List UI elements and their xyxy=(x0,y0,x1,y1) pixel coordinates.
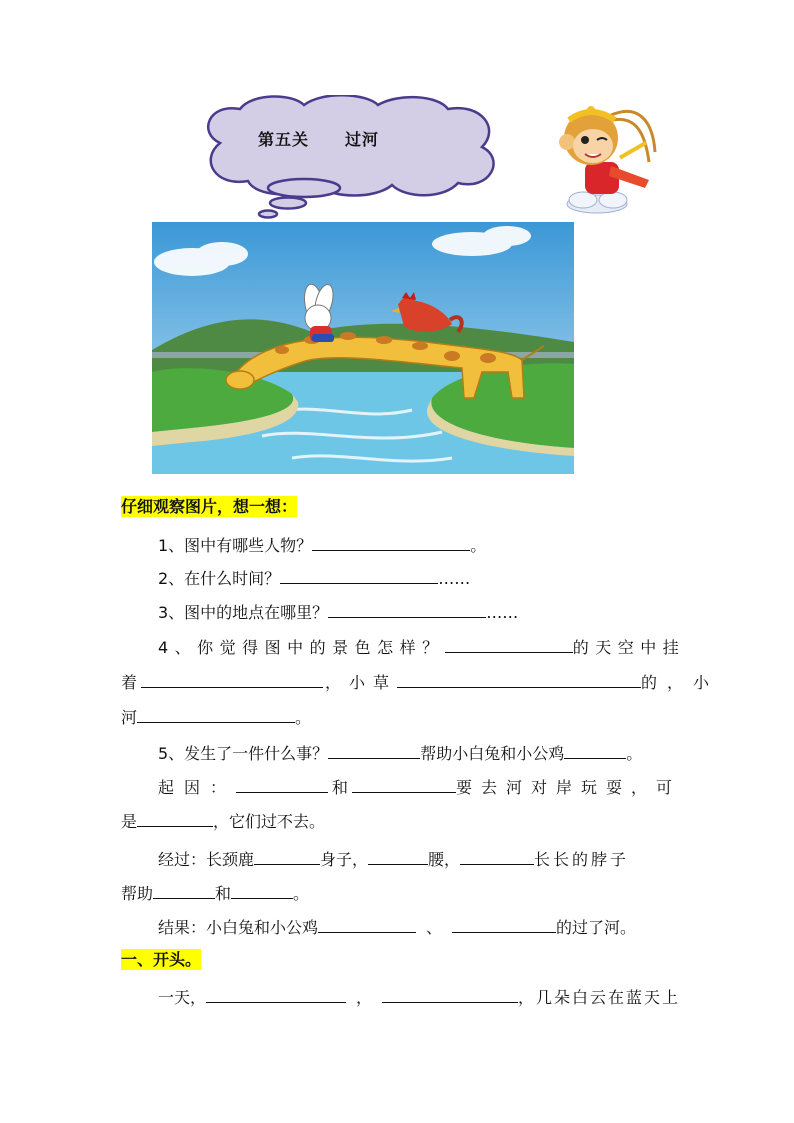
question-4-text: 4、你觉得图中的景色怎样？ xyxy=(158,638,445,657)
answer-blank-process-1[interactable] xyxy=(254,846,320,865)
process-text-g: 。 xyxy=(293,884,310,903)
question-4-text-b: 的天空中挂 xyxy=(572,638,686,657)
cause-label: 起因： xyxy=(158,778,237,797)
answer-blank-result-1[interactable] xyxy=(318,914,416,933)
question-4-line-2 xyxy=(121,669,720,695)
section-1-heading-line xyxy=(121,948,711,972)
answer-blank-q4-grass[interactable] xyxy=(397,669,641,688)
monkey-king-mascot-icon xyxy=(545,92,657,216)
cause-text-b: 是 xyxy=(121,812,138,831)
process-text-d: 长长的脖子 xyxy=(534,850,630,869)
process-label: 经过：长颈鹿 xyxy=(158,850,255,869)
result-text-c: 的过了河。 xyxy=(556,918,637,937)
result-line xyxy=(158,914,748,940)
answer-blank-process-2[interactable] xyxy=(368,846,428,865)
answer-blank-process-5[interactable] xyxy=(231,880,293,899)
question-1 xyxy=(158,532,748,558)
question-4-text-g: 。 xyxy=(295,708,312,727)
river-crossing-illustration xyxy=(152,222,574,474)
answer-blank-q1[interactable] xyxy=(312,532,470,551)
answer-blank-opening-1[interactable] xyxy=(206,984,346,1003)
answer-blank-cause-3[interactable] xyxy=(137,808,213,827)
question-2 xyxy=(158,565,748,591)
answer-blank-cause-2[interactable] xyxy=(352,774,456,793)
answer-blank-process-3[interactable] xyxy=(460,846,534,865)
question-2-text: 2、在什么时间？ xyxy=(158,569,281,588)
question-2-end: …… xyxy=(438,569,471,588)
prompt-heading: 仔细观察图片，想一想： xyxy=(121,497,298,516)
process-text-b: 身子， xyxy=(320,850,369,869)
question-5-text-b: 帮助小白兔和小公鸡 xyxy=(420,744,565,763)
answer-blank-q3[interactable] xyxy=(328,599,486,618)
question-4-line-1 xyxy=(158,634,748,660)
question-4-text-f: 河 xyxy=(121,708,138,727)
question-3 xyxy=(158,599,748,625)
answer-blank-q2[interactable] xyxy=(280,565,438,584)
process-text-f: 和 xyxy=(215,884,232,903)
answer-blank-opening-2[interactable] xyxy=(382,984,518,1003)
section-1-heading: 一、开头。 xyxy=(121,950,202,969)
stage-topic: 过河 xyxy=(345,130,380,149)
question-5-text-c: 。 xyxy=(626,744,643,763)
process-text-e: 帮助 xyxy=(121,884,154,903)
question-5-text: 5、发生了一件什么事？ xyxy=(158,744,329,763)
cause-text: 要去河对岸玩耍，可 xyxy=(456,778,682,797)
process-line-1 xyxy=(158,846,748,872)
answer-blank-q4-river[interactable] xyxy=(137,704,295,723)
prompt-line xyxy=(121,495,711,519)
question-3-text: 3、图中的地点在哪里？ xyxy=(158,603,329,622)
answer-blank-q4-sky[interactable] xyxy=(445,634,573,653)
cause-line-2 xyxy=(121,808,711,834)
answer-blank-process-4[interactable] xyxy=(153,880,215,899)
stage-title-cloud xyxy=(200,95,510,220)
answer-blank-q5-helper[interactable] xyxy=(328,740,420,759)
cause-line-1 xyxy=(158,774,748,800)
result-sep: 、 xyxy=(426,918,443,937)
answer-blank-result-2[interactable] xyxy=(452,914,556,933)
question-4-text-e: 的，小 xyxy=(641,673,720,692)
question-5 xyxy=(158,740,748,766)
stage-label: 第五关 xyxy=(258,130,310,149)
section-1-line xyxy=(158,984,748,1010)
answer-blank-q5-action[interactable] xyxy=(564,740,626,759)
thought-cloud-icon xyxy=(200,95,510,220)
stage-title xyxy=(258,127,379,150)
section-1-sep: ， xyxy=(356,988,373,1007)
question-1-text: 1、图中有哪些人物？ xyxy=(158,536,313,555)
answer-blank-cause-1[interactable] xyxy=(236,774,328,793)
section-1-text-c: ，几朵白云在蓝天上 xyxy=(518,988,681,1007)
question-3-end: …… xyxy=(486,603,519,622)
question-1-end: 。 xyxy=(470,536,487,555)
result-label: 结果：小白兔和小公鸡 xyxy=(158,918,319,937)
answer-blank-q4-hanging[interactable] xyxy=(141,669,323,688)
process-line-2 xyxy=(121,880,711,906)
cause-and: 和 xyxy=(332,778,349,797)
question-4-text-c: 着 xyxy=(121,673,138,692)
question-4-text-d: ，小草 xyxy=(325,673,398,692)
process-text-c: 腰， xyxy=(428,850,461,869)
question-4-line-3 xyxy=(121,704,711,730)
section-1-text: 一天， xyxy=(158,988,207,1007)
cause-text-c: ，它们过不去。 xyxy=(213,812,326,831)
